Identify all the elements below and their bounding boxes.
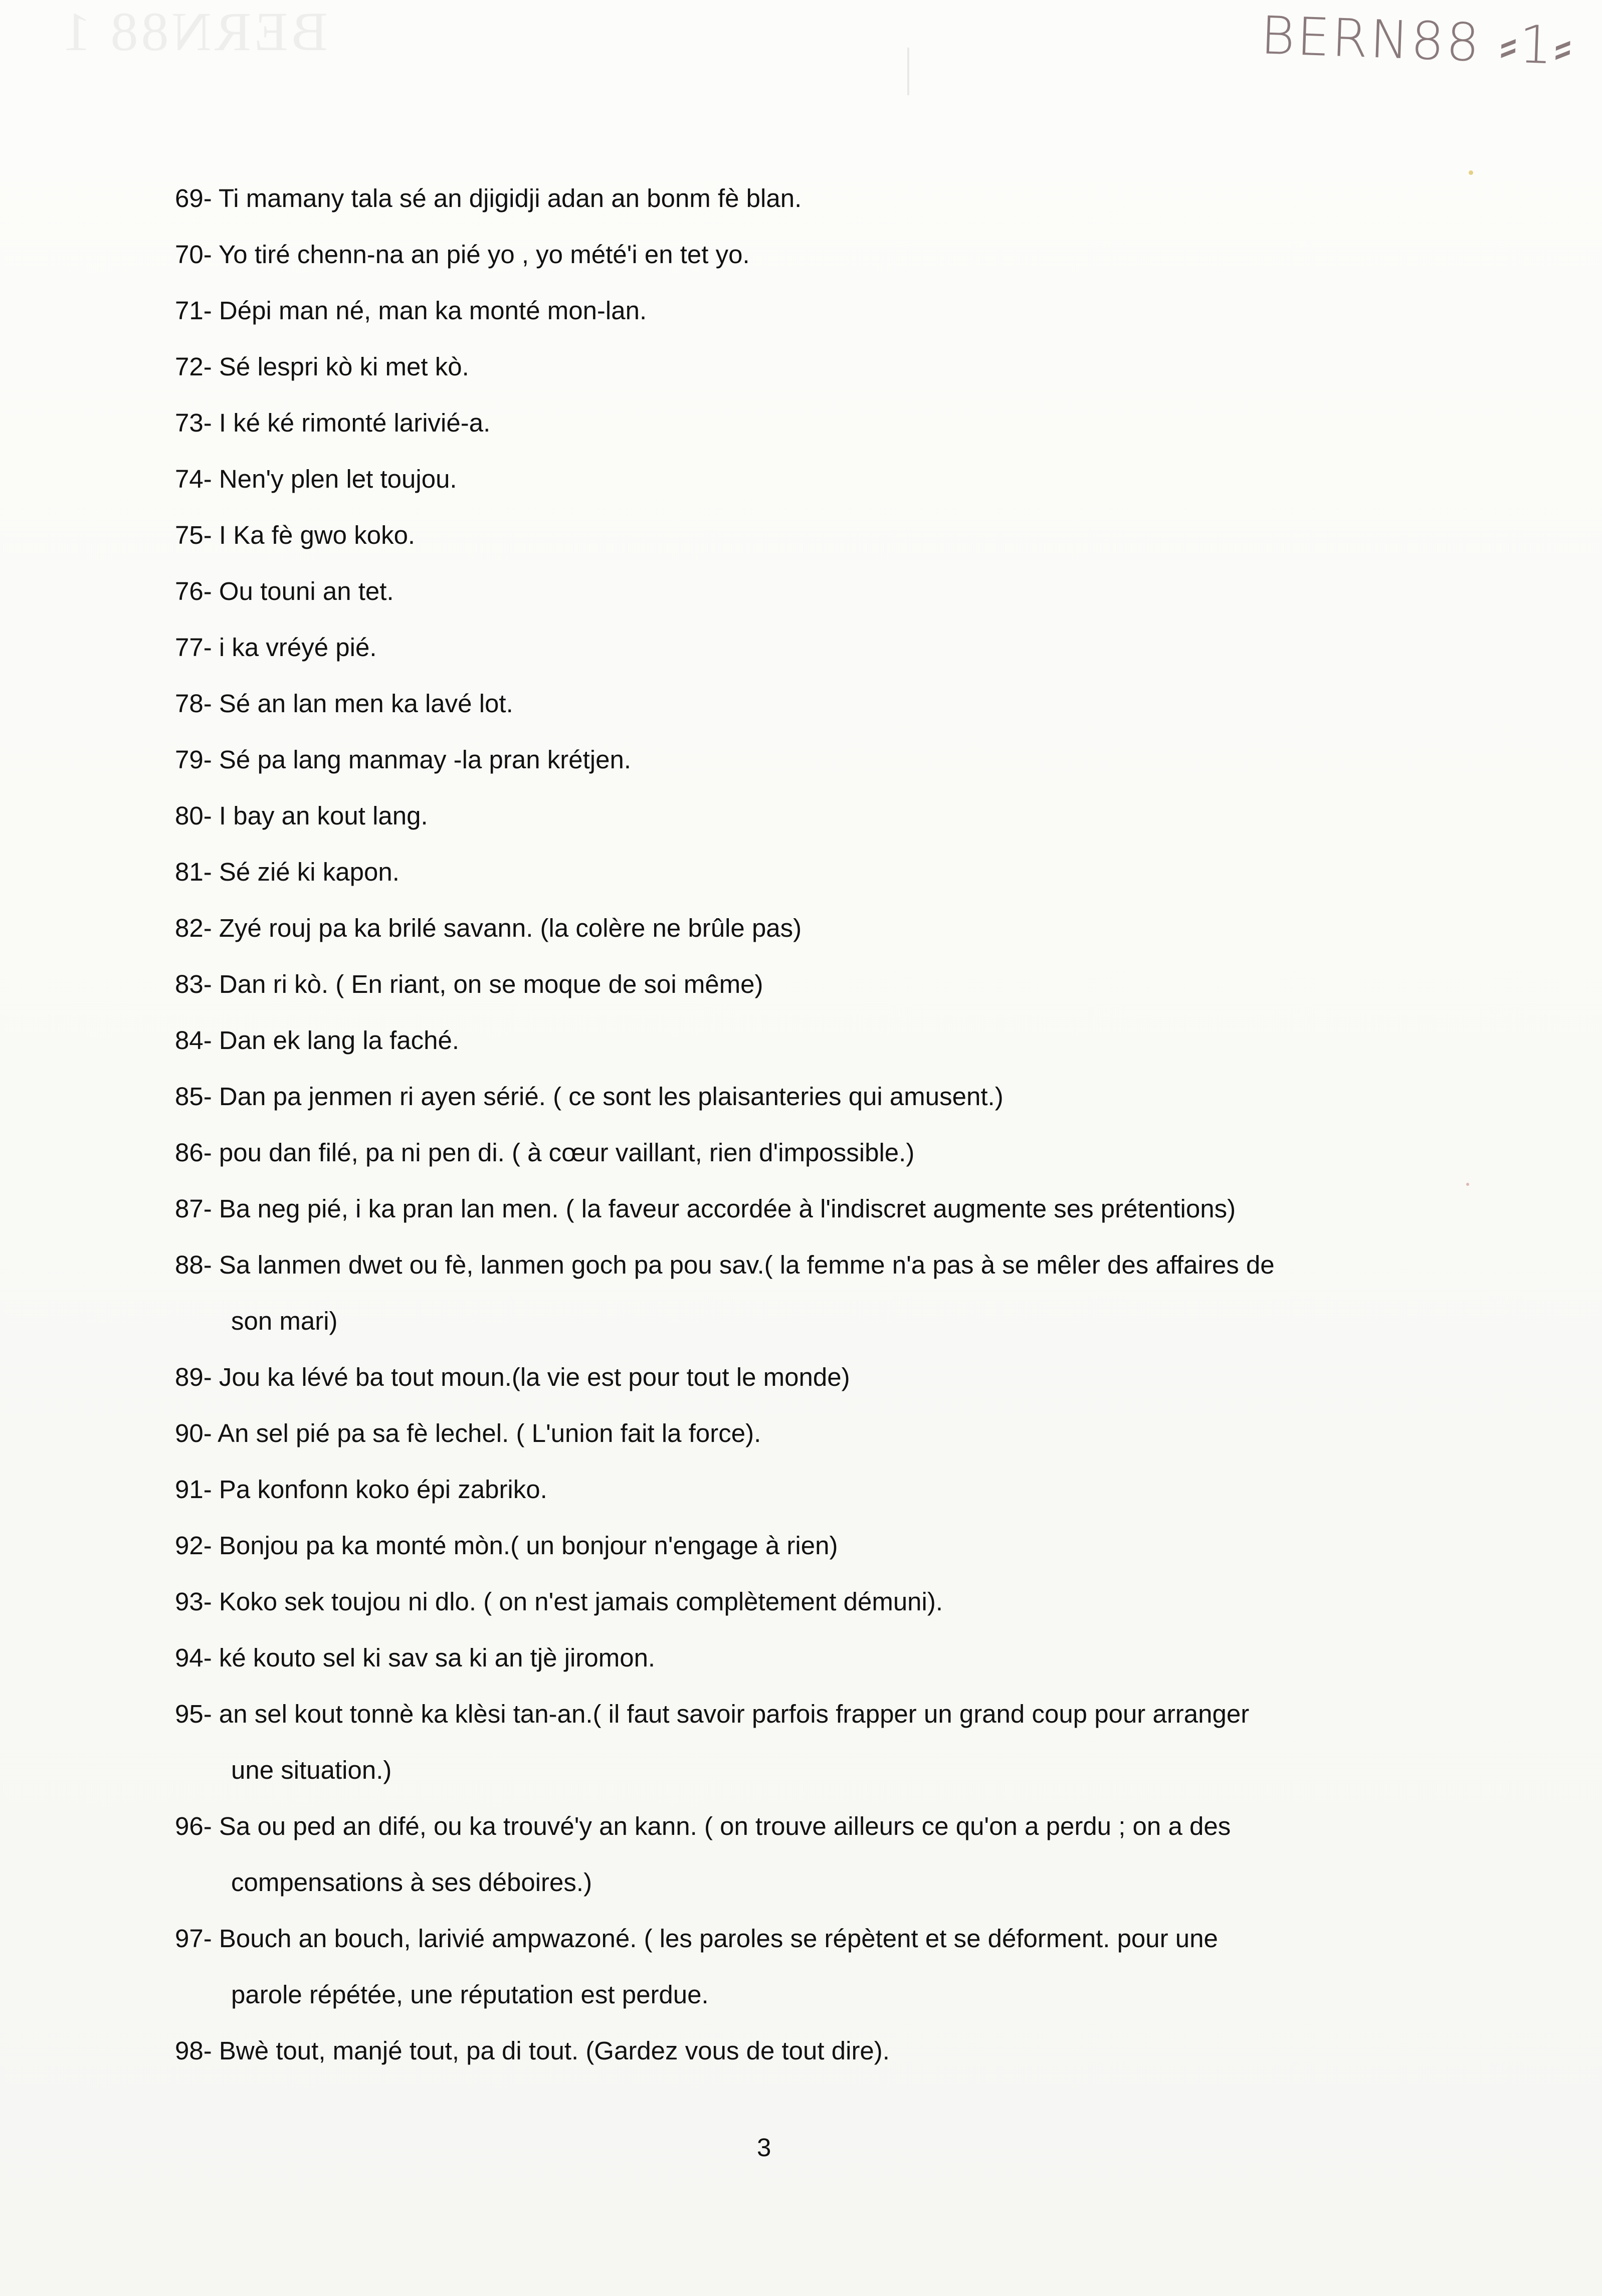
proverb-list [175,170,1428,2079]
proverb-text: Dan pa jenmen ri ayen sérié. ( ce sont les plaisanteries qui amusent.) [219,1082,1004,1111]
proverb-entry [175,227,1428,283]
proverb-entry [175,1181,1428,1237]
proverb-number: 71- [175,296,212,325]
proverb-entry [175,1237,1428,1349]
proverb-entry [175,1012,1428,1069]
page-number: 3 [757,2133,771,2162]
proverb-entry [175,507,1428,563]
handwritten-annotation: BERN88 ⸗1⸗ [1260,5,1575,77]
proverb-text: Sé lespri kò ki met kò. [219,352,469,381]
proverb-text: Ou touni an tet. [219,577,394,605]
proverb-number: 85- [175,1082,212,1111]
proverb-text-continuation: compensations à ses déboires.) [231,1868,592,1897]
proverb-number: 70- [175,240,212,269]
proverb-number: 95- [175,1700,212,1728]
proverb-entry [175,1630,1428,1686]
proverb-entry [175,283,1428,339]
proverb-entry [175,1349,1428,1405]
proverb-entry [175,1518,1428,1574]
proverb-text: Sé zié ki kapon. [219,858,399,886]
proverb-text: Bouch an bouch, larivié ampwazoné. ( les paroles se répètent et se déforment. pour une [219,1924,1218,1953]
proverb-entry [175,2023,1428,2079]
proverb-number: 87- [175,1194,212,1223]
proverb-entry [175,1069,1428,1125]
proverb-text: an sel kout tonnè ka klèsi tan-an.( il faut savoir parfois frapper un grand coup pour arranger [219,1700,1250,1728]
proverb-number: 83- [175,970,212,998]
proverb-text: Dan ri kò. ( En riant, on se moque de soi même) [219,970,763,998]
proverb-text: Sé pa lang manmay -la pran krétjen. [219,745,631,774]
proverb-number: 81- [175,858,212,886]
proverb-entry [175,339,1428,395]
proverb-text: I ké ké rimonté larivié-a. [219,408,491,437]
proverb-entry [175,619,1428,676]
proverb-text: Sa lanmen dwet ou fè, lanmen goch pa pou sav.( la femme n'a pas à se mêler des affaires de [219,1250,1275,1279]
proverb-entry [175,1125,1428,1181]
proverb-entry [175,676,1428,732]
proverb-text: ké kouto sel ki sav sa ki an tjè jiromon. [219,1643,656,1672]
proverb-number: 96- [175,1812,212,1840]
proverb-text-continuation: une situation.) [231,1756,392,1784]
paper-speck [1466,1183,1469,1186]
proverb-entry [175,788,1428,844]
proverb-number: 97- [175,1924,212,1953]
proverb-text: Zyé rouj pa ka brilé savann. (la colère ne brûle pas) [219,914,802,942]
proverb-text: Jou ka lévé ba tout moun.(la vie est pour tout le monde) [219,1363,850,1391]
proverb-text-continuation: parole répétée, une réputation est perdue. [231,1980,709,2009]
proverb-number: 89- [175,1363,212,1391]
proverb-number: 79- [175,745,212,774]
proverb-entry [175,900,1428,956]
proverb-number: 77- [175,633,212,662]
proverb-text: I Ka fè gwo koko. [219,521,416,549]
proverb-text: Dan ek lang la faché. [219,1026,460,1055]
proverb-number: 78- [175,689,212,718]
proverb-text: Yo tiré chenn-na an pié yo , yo mété'i en tet yo. [218,240,750,269]
proverb-text: pou dan filé, pa ni pen di. ( à cœur vaillant, rien d'impossible.) [219,1138,915,1167]
proverb-number: 75- [175,521,212,549]
proverb-number: 72- [175,352,212,381]
proverb-text: Pa konfonn koko épi zabriko. [219,1475,547,1504]
proverb-number: 84- [175,1026,212,1055]
proverb-number: 90- [175,1419,212,1447]
proverb-text: An sel pié pa sa fè lechel. ( L'union fait la force). [218,1419,761,1447]
proverb-text: Sé an lan men ka lavé lot. [219,689,513,718]
proverb-entry [175,1911,1428,2023]
proverb-number: 82- [175,914,212,942]
proverb-text: Ti mamany tala sé an djigidji adan an bonm fè blan. [218,184,802,213]
proverb-number: 94- [175,1643,212,1672]
proverb-number: 86- [175,1138,212,1167]
proverb-entry [175,732,1428,788]
proverb-number: 93- [175,1587,212,1616]
proverb-number: 73- [175,408,212,437]
paper-speck [1469,170,1473,175]
proverb-text: Nen'y plen let toujou. [219,465,457,493]
proverb-number: 98- [175,2036,212,2065]
proverb-text: Bonjou pa ka monté mòn.( un bonjour n'engage à rien) [219,1531,838,1560]
proverb-number: 74- [175,465,212,493]
proverb-text: Sa ou ped an difé, ou ka trouvé'y an kann. ( on trouve ailleurs ce qu'on a perdu ; on a des [219,1812,1231,1840]
proverb-number: 69- [175,184,212,213]
proverb-number: 91- [175,1475,212,1504]
proverb-entry [175,1405,1428,1462]
proverb-number: 92- [175,1531,212,1560]
proverb-text: Dépi man né, man ka monté mon-lan. [219,296,647,325]
proverb-text-continuation: son mari) [231,1307,338,1335]
proverb-entry [175,395,1428,451]
proverb-entry [175,1574,1428,1630]
bleed-through-header: BERN88 1 [60,1,328,62]
proverb-entry [175,1462,1428,1518]
proverb-entry [175,451,1428,507]
proverb-text: Koko sek toujou ni dlo. ( on n'est jamais complètement démuni). [219,1587,943,1616]
proverb-entry [175,844,1428,900]
proverb-number: 76- [175,577,212,605]
proverb-entry [175,563,1428,619]
proverb-text: i ka vréyé pié. [219,633,377,662]
proverb-entry [175,1686,1428,1798]
proverb-number: 88- [175,1250,212,1279]
proverb-number: 80- [175,801,212,830]
bleed-through-mark [907,48,909,95]
proverb-text: Bwè tout, manjé tout, pa di tout. (Gardez vous de tout dire). [219,2036,890,2065]
proverb-entry [175,1798,1428,1911]
proverb-text: Ba neg pié, i ka pran lan men. ( la faveur accordée à l'indiscret augmente ses prétentions) [219,1194,1236,1223]
proverb-entry [175,956,1428,1012]
proverb-text: I bay an kout lang. [219,801,428,830]
proverb-entry [175,170,1428,227]
